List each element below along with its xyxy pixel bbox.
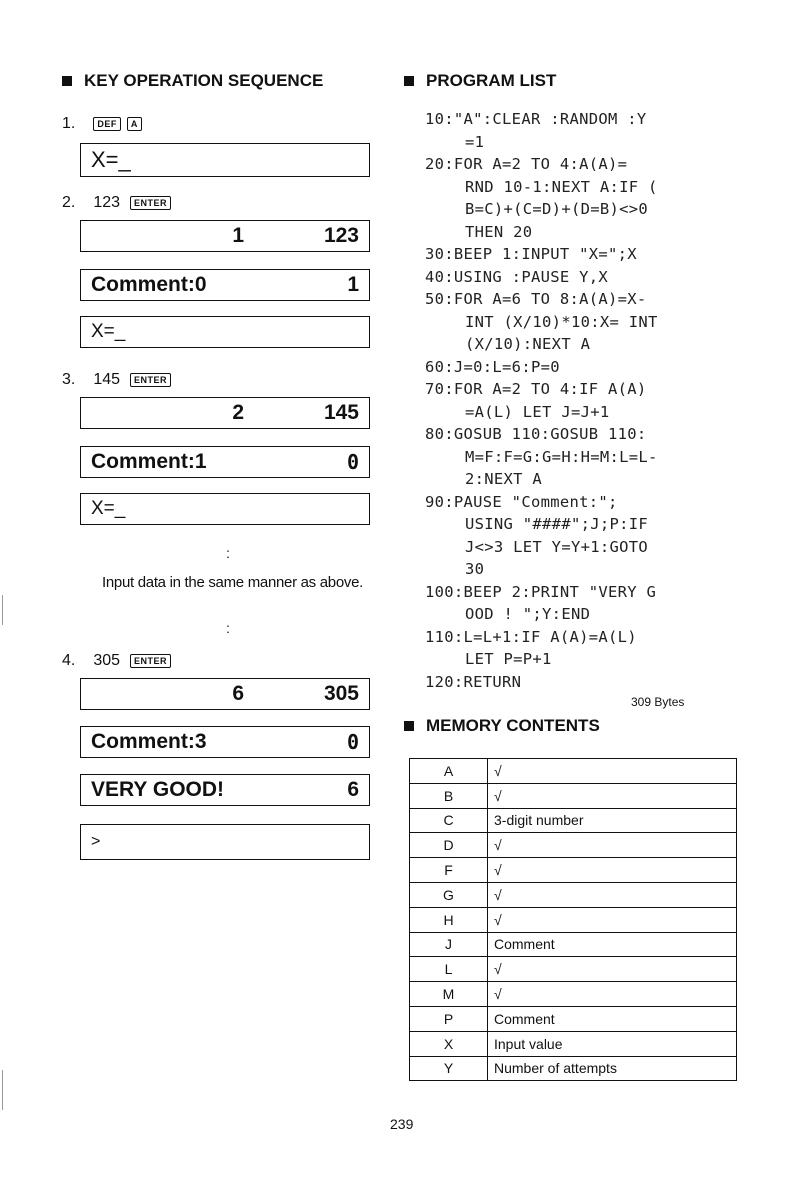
memory-contents-heading: MEMORY CONTENTS	[404, 716, 600, 736]
program-line: M=F:F=G:G=H:H=M:L=L-	[465, 447, 658, 466]
memory-row	[410, 783, 737, 808]
memory-content: √	[488, 858, 737, 883]
a-key: A	[127, 117, 142, 131]
step-3-label: 3. 145 ENTER	[62, 371, 177, 389]
program-line: 90:PAUSE "Comment:";	[425, 492, 618, 511]
memory-content: √	[488, 957, 737, 982]
program-line: 20:FOR A=2 TO 4:A(A)=	[425, 155, 628, 173]
memory-content: √	[488, 882, 737, 907]
display-step-2-count: 1 123	[80, 220, 370, 252]
program-line: 70:FOR A=2 TO 4:IF A(A)	[425, 380, 647, 398]
step-1-label: 1. DEF A	[62, 115, 148, 133]
step-2-label: 2. 123 ENTER	[62, 194, 177, 212]
def-key: DEF	[93, 117, 121, 131]
program-line: 30:BEEP 1:INPUT "X=";X	[425, 245, 637, 263]
memory-variable: P	[410, 1006, 488, 1031]
display-step-2-prompt: X=_	[80, 316, 370, 348]
scan-edge-mark	[2, 1070, 3, 1110]
memory-row	[410, 932, 737, 957]
program-line: 80:GOSUB 110:GOSUB 110:	[425, 425, 647, 443]
memory-variable: D	[410, 833, 488, 858]
memory-variable: B	[410, 783, 488, 808]
program-line: J<>3 LET Y=Y+1:GOTO	[465, 537, 649, 556]
display-step-4-comment: Comment:3 0	[80, 726, 370, 758]
memory-row	[410, 907, 737, 932]
display-step-1: X=_	[80, 143, 370, 177]
byte-count: 309 Bytes	[631, 695, 685, 709]
memory-variable: H	[410, 907, 488, 932]
memory-row	[410, 1056, 737, 1081]
enter-key: ENTER	[130, 654, 171, 668]
program-line: RND 10-1:NEXT A:IF (	[465, 177, 658, 196]
program-line: 30	[465, 560, 485, 578]
program-list-heading: PROGRAM LIST	[404, 71, 556, 91]
memory-row	[410, 858, 737, 883]
program-line: =A(L) LET J=J+1	[465, 402, 610, 421]
program-line: 100:BEEP 2:PRINT "VERY G	[425, 582, 657, 601]
memory-variable: F	[410, 858, 488, 883]
memory-variable: C	[410, 808, 488, 833]
memory-variable: M	[410, 982, 488, 1007]
program-line: USING "####";J;P:IF	[465, 515, 649, 533]
display-step-3-prompt: X=_	[80, 493, 370, 525]
input-note: Input data in the same manner as above.	[102, 574, 363, 591]
memory-variable: X	[410, 1031, 488, 1056]
display-step-2-comment: Comment:0 1	[80, 269, 370, 301]
memory-row	[410, 808, 737, 833]
memory-content: Comment	[488, 932, 737, 957]
program-line: INT (X/10)*10:X= INT	[465, 312, 658, 331]
bullet-icon	[404, 76, 414, 86]
memory-variable: L	[410, 957, 488, 982]
ellipsis-dots: :	[226, 545, 230, 561]
memory-variable: A	[410, 759, 488, 784]
memory-content: √	[488, 759, 737, 784]
display-step-4-count: 6 305	[80, 678, 370, 710]
program-line: (X/10):NEXT A	[465, 335, 591, 353]
scan-edge-mark	[2, 595, 3, 625]
program-line: 40:USING :PAUSE Y,X	[425, 267, 609, 286]
display-step-4-result: VERY GOOD! 6	[80, 774, 370, 806]
program-line: 50:FOR A=6 TO 8:A(A)=X-	[425, 290, 647, 308]
program-line: OOD ! ";Y:END	[465, 605, 591, 623]
bullet-icon	[62, 76, 72, 86]
memory-row	[410, 833, 737, 858]
key-operation-heading: KEY OPERATION SEQUENCE	[62, 71, 323, 91]
memory-variable: G	[410, 882, 488, 907]
memory-row	[410, 957, 737, 982]
memory-content: √	[488, 982, 737, 1007]
program-line: LET P=P+1	[465, 650, 552, 668]
memory-content: √	[488, 833, 737, 858]
enter-key: ENTER	[130, 373, 171, 387]
program-line: 10:"A":CLEAR :RANDOM :Y	[425, 110, 647, 128]
memory-content: Input value	[488, 1031, 737, 1056]
memory-content: Number of attempts	[488, 1056, 737, 1081]
memory-content: √	[488, 907, 737, 932]
memory-row	[410, 982, 737, 1007]
memory-content: √	[488, 783, 737, 808]
program-line: 2:NEXT A	[465, 470, 543, 488]
program-line: =1	[465, 132, 485, 151]
bullet-icon	[404, 721, 414, 731]
memory-row	[410, 1006, 737, 1031]
memory-variable: Y	[410, 1056, 488, 1081]
program-line: 60:J=0:L=6:P=0	[425, 357, 560, 376]
step-4-label: 4. 305 ENTER	[62, 652, 177, 670]
memory-row	[410, 1031, 737, 1056]
program-line: 110:L=L+1:IF A(A)=A(L)	[425, 627, 637, 646]
ellipsis-dots: :	[226, 620, 230, 636]
memory-content: 3-digit number	[488, 808, 737, 833]
program-listing	[425, 108, 725, 693]
page-number: 239	[390, 1116, 414, 1132]
display-step-4-cursor: >	[80, 824, 370, 860]
display-step-3-count: 2 145	[80, 397, 370, 429]
display-step-3-comment: Comment:1 0	[80, 446, 370, 478]
memory-variable: J	[410, 932, 488, 957]
program-line: 120:RETURN	[425, 672, 522, 691]
memory-table	[409, 758, 737, 1081]
memory-content: Comment	[488, 1006, 737, 1031]
memory-row	[410, 882, 737, 907]
program-line: THEN 20	[465, 222, 533, 241]
memory-row	[410, 759, 737, 784]
program-line: B=C)+(C=D)+(D=B)<>0	[465, 200, 649, 218]
enter-key: ENTER	[130, 196, 171, 210]
